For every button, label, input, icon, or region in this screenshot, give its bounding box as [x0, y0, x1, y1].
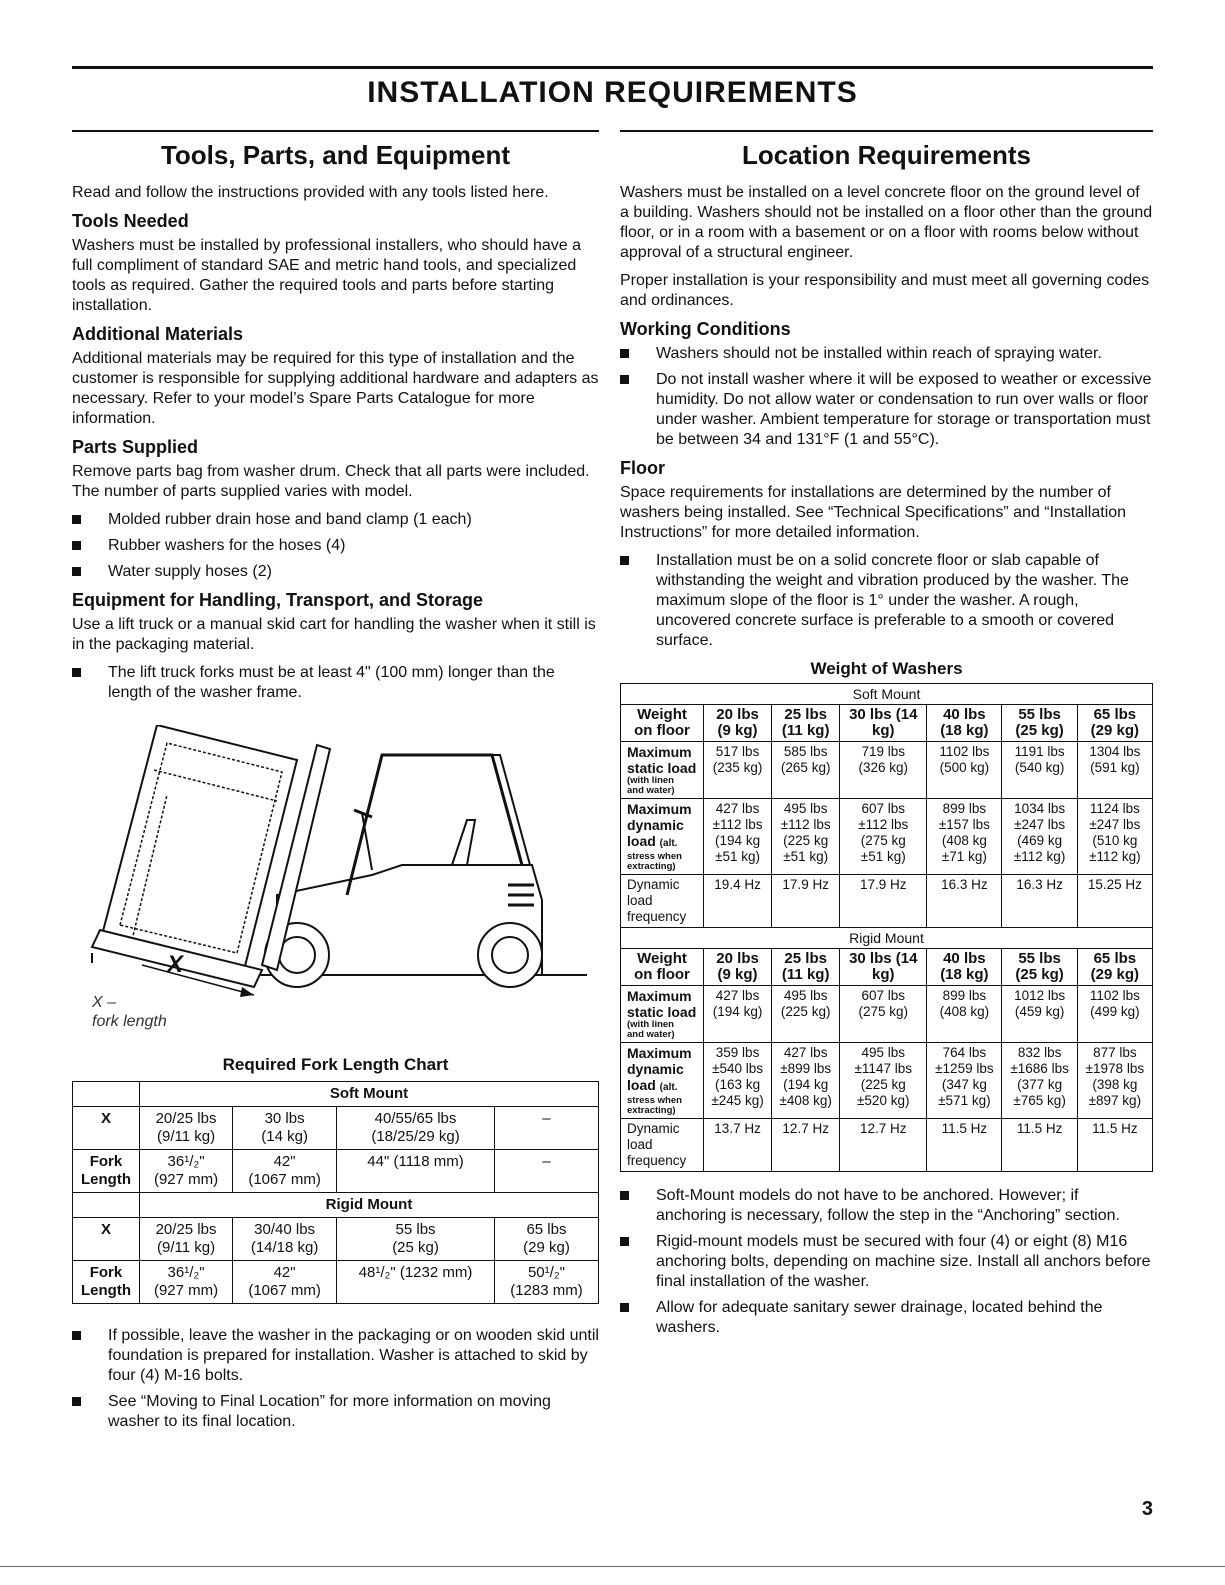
right-column: [620, 130, 1153, 1346]
table-row: [621, 684, 1153, 705]
table-cell: 16.3 Hz: [1002, 875, 1077, 928]
table-cell: 585 lbs (265 kg): [772, 742, 840, 799]
column-header: 20 lbs (9 kg): [704, 949, 772, 986]
column-rule: [620, 130, 1153, 132]
table-row: [621, 742, 1153, 799]
row-label: X: [73, 1218, 140, 1261]
list-item: Water supply hoses (2): [72, 562, 599, 582]
table-cell: 517 lbs (235 kg): [704, 742, 772, 799]
paragraph: Additional materials may be required for this type of installation and the customer is responsible for supplying additional hardware and adapters as necessary. Refer to your model’s Spare Parts Catalogue for more information.: [72, 350, 599, 427]
row-label: Maximum static load (with linen and water): [621, 742, 704, 799]
column-header: 25 lbs (11 kg): [772, 949, 840, 986]
bullet-list: [72, 663, 599, 703]
page-title: INSTALLATION REQUIREMENTS: [367, 76, 858, 109]
list-item: If possible, leave the washer in the packaging or on wooden skid until foundation is prepared for installation. Washer is attached to skid by four (4) M-16 bolts.: [72, 1326, 599, 1386]
table-cell: [73, 1082, 140, 1107]
table-row: [621, 1119, 1153, 1172]
table-cell: 20/25 lbs (9/11 kg): [140, 1218, 233, 1261]
forklift-drawing: [72, 725, 599, 1025]
paragraph: Use a lift truck or a manual skid cart for handling the washer when it still is in the packaging material.: [72, 616, 596, 653]
column-header: 40 lbs (18 kg): [927, 949, 1002, 986]
table-cell: –: [494, 1150, 598, 1193]
table-cell: 19.4 Hz: [704, 875, 772, 928]
column-header: 40 lbs (18 kg): [927, 705, 1002, 742]
table-row: [621, 1043, 1153, 1119]
subheading: Tools Needed: [72, 211, 189, 231]
table-row: [73, 1082, 599, 1107]
bullet-list: [620, 344, 1153, 450]
table-row: [621, 705, 1153, 742]
weight-table: [620, 683, 1153, 1172]
table-cell: 50¹/₂" (1283 mm): [494, 1261, 598, 1304]
intro-text: Read and follow the instructions provided with any tools listed here.: [72, 184, 549, 201]
subheading: Equipment for Handling, Transport, and Storage: [72, 590, 484, 610]
soft-mount-header: Soft Mount: [140, 1082, 599, 1107]
list-item: The lift truck forks must be at least 4" (100 mm) longer than the length of the washer frame.: [72, 663, 599, 703]
row-label: X: [73, 1107, 140, 1150]
table-row: [621, 875, 1153, 928]
table-cell: 1124 lbs ±247 lbs (510 kg ±112 kg): [1077, 799, 1152, 875]
table-cell: 1102 lbs (500 kg): [927, 742, 1002, 799]
table-cell: 30/40 lbs (14/18 kg): [233, 1218, 337, 1261]
table-cell: 12.7 Hz: [772, 1119, 840, 1172]
table-cell: 65 lbs (29 kg): [494, 1218, 598, 1261]
soft-mount-header: Soft Mount: [621, 684, 1153, 705]
paragraph: Remove parts bag from washer drum. Check that all parts were included. The number of parts supplied varies with model.: [72, 463, 590, 500]
table-cell: 359 lbs ±540 lbs (163 kg ±245 kg): [704, 1043, 772, 1119]
paragraph: Space requirements for installations are determined by the number of washers being installed. See “Technical Specifications” and “Installation Instructions” for more detailed information.: [620, 484, 1127, 541]
table-cell: 11.5 Hz: [1002, 1119, 1077, 1172]
table-cell: 899 lbs (408 kg): [927, 986, 1002, 1043]
subheading: Parts Supplied: [72, 437, 199, 457]
subheading: Additional Materials: [72, 324, 244, 344]
list-item: Do not install washer where it will be exposed to weather or excessive humidity. Do not allow water or condensation to run over walls or floor under washer. Ambient temperature for storage or transportation must be between 34 and 131°F (1 and 55°C).: [620, 370, 1153, 450]
table-row: [621, 928, 1153, 949]
table-cell: 15.25 Hz: [1077, 875, 1152, 928]
fork-length-caption: [92, 993, 167, 1031]
table-cell: 20/25 lbs (9/11 kg): [140, 1107, 233, 1150]
column-header: 20 lbs (9 kg): [704, 705, 772, 742]
table-cell: 16.3 Hz: [927, 875, 1002, 928]
left-column: [72, 130, 599, 1440]
paragraph: Washers must be installed on a level concrete floor on the ground level of a building. Washers should not be installed on a floor other than the ground floor, or in a room with a basement or on a floor with rooms below without approval of a structural engineer.: [620, 184, 1153, 261]
table-cell: 17.9 Hz: [840, 875, 927, 928]
table-cell: 30 lbs (14 kg): [233, 1107, 337, 1150]
subheading: Working Conditions: [620, 319, 791, 339]
row-label: Dynamic load frequency: [621, 875, 704, 928]
list-item: Molded rubber drain hose and band clamp (1 each): [72, 510, 599, 530]
column-header: 55 lbs (25 kg): [1002, 705, 1077, 742]
section-heading: Tools, Parts, and Equipment: [160, 140, 511, 170]
table-cell: 44" (1118 mm): [337, 1150, 495, 1193]
table-cell: 17.9 Hz: [772, 875, 840, 928]
table-cell: 1034 lbs ±247 lbs (469 kg ±112 kg): [1002, 799, 1077, 875]
table-row: [73, 1107, 599, 1150]
list-item: Soft-Mount models do not have to be anchored. However; if anchoring is necessary, follow the step in the “Anchoring” section.: [620, 1186, 1153, 1226]
section-heading: Location Requirements: [742, 140, 1031, 170]
page-number: 3: [1141, 1498, 1153, 1520]
row-label: Fork Length: [73, 1150, 140, 1193]
table-cell: 607 lbs (275 kg): [840, 986, 927, 1043]
table-cell: 11.5 Hz: [1077, 1119, 1152, 1172]
bullet-list: [72, 1326, 599, 1432]
table-cell: [73, 1193, 140, 1218]
table-cell: 832 lbs ±1686 lbs (377 kg ±765 kg): [1002, 1043, 1077, 1119]
table-cell: 427 lbs (194 kg): [704, 986, 772, 1043]
column-header: 25 lbs (11 kg): [772, 705, 840, 742]
list-item: Washers should not be installed within reach of spraying water.: [620, 344, 1153, 364]
table-row: [73, 1193, 599, 1218]
table-row: [73, 1150, 599, 1193]
list-item: See “Moving to Final Location” for more information on moving washer to its final location.: [72, 1392, 599, 1432]
bullet-list: [620, 551, 1153, 651]
column-header: 30 lbs (14 kg): [840, 705, 927, 742]
row-label: Maximum dynamic load (alt. stress when extracting): [621, 1043, 704, 1119]
list-item: Rigid-mount models must be secured with four (4) or eight (8) M16 anchoring bolts, depending on machine size. Install all anchors before final installation of the washer.: [620, 1232, 1153, 1292]
table-cell: 427 lbs ±112 lbs (194 kg ±51 kg): [704, 799, 772, 875]
row-label: Weight on floor: [621, 705, 704, 742]
row-label: Maximum static load (with linen and water): [621, 986, 704, 1043]
subheading: Floor: [620, 458, 665, 478]
row-label: Weight on floor: [621, 949, 704, 986]
table-cell: 12.7 Hz: [840, 1119, 927, 1172]
row-label: Maximum dynamic load (alt. stress when extracting): [621, 799, 704, 875]
table-cell: 1012 lbs (459 kg): [1002, 986, 1077, 1043]
table-row: [621, 986, 1153, 1043]
table-cell: 13.7 Hz: [704, 1119, 772, 1172]
table-cell: 607 lbs ±112 lbs (275 kg ±51 kg): [840, 799, 927, 875]
table-cell: 495 lbs (225 kg): [772, 986, 840, 1043]
table-cell: 42" (1067 mm): [233, 1150, 337, 1193]
table-cell: 877 lbs ±1978 lbs (398 kg ±897 kg): [1077, 1043, 1152, 1119]
table-cell: 427 lbs ±899 lbs (194 kg ±408 kg): [772, 1043, 840, 1119]
rigid-mount-header: Rigid Mount: [140, 1193, 599, 1218]
table-row: [621, 949, 1153, 986]
table-cell: 719 lbs (326 kg): [840, 742, 927, 799]
rigid-mount-header: Rigid Mount: [621, 928, 1153, 949]
column-header: 65 lbs (29 kg): [1077, 949, 1152, 986]
list-item: Allow for adequate sanitary sewer drainage, located behind the washers.: [620, 1298, 1153, 1338]
list-item: Installation must be on a solid concrete floor or slab capable of withstanding the weight and vibration produced by the washer. The maximum slope of the floor is 1° under the washer. A rough, uncovered concrete surface is preferable to a smooth or covered surface.: [620, 551, 1153, 651]
table-row: [73, 1261, 599, 1304]
paragraph: Proper installation is your responsibility and must meet all governing codes and ordinances.: [620, 272, 1150, 309]
caption-line: X –: [92, 994, 117, 1011]
table-cell: 48¹/₂" (1232 mm): [337, 1261, 495, 1304]
table-cell: 899 lbs ±157 lbs (408 kg ±71 kg): [927, 799, 1002, 875]
dimension-mark: X: [167, 951, 184, 978]
bottom-rule: [0, 1566, 1225, 1567]
row-label: Dynamic load frequency: [621, 1119, 704, 1172]
table-row: [73, 1218, 599, 1261]
table-cell: 495 lbs ±112 lbs (225 kg ±51 kg): [772, 799, 840, 875]
column-header: 30 lbs (14 kg): [840, 949, 927, 986]
table-cell: 55 lbs (25 kg): [337, 1218, 495, 1261]
forklift-illustration: [72, 725, 599, 1045]
row-label: Fork Length: [73, 1261, 140, 1304]
table-cell: 42" (1067 mm): [233, 1261, 337, 1304]
table-cell: 36¹/₂" (927 mm): [140, 1261, 233, 1304]
table-cell: 11.5 Hz: [927, 1119, 1002, 1172]
caption-line: fork length: [92, 1013, 167, 1030]
column-header: 55 lbs (25 kg): [1002, 949, 1077, 986]
paragraph: Washers must be installed by professional installers, who should have a full compliment of standard SAE and metric hand tools, and specialized tools as required. Gather the required tools and parts before starting installation.: [72, 237, 581, 314]
table-cell: 1191 lbs (540 kg): [1002, 742, 1077, 799]
column-header: 65 lbs (29 kg): [1077, 705, 1152, 742]
table-cell: 36¹/₂" (927 mm): [140, 1150, 233, 1193]
table-cell: 1304 lbs (591 kg): [1077, 742, 1152, 799]
bullet-list: [620, 1186, 1153, 1338]
title-rule: [72, 66, 1153, 69]
table-row: [621, 799, 1153, 875]
fork-length-table: [72, 1081, 599, 1304]
weight-table-title: Weight of Washers: [810, 659, 963, 678]
table-cell: 495 lbs ±1147 lbs (225 kg ±520 kg): [840, 1043, 927, 1119]
table-cell: 764 lbs ±1259 lbs (347 kg ±571 kg): [927, 1043, 1002, 1119]
fork-chart-title: Required Fork Length Chart: [222, 1055, 449, 1074]
bullet-list: [72, 510, 599, 582]
table-cell: 1102 lbs (499 kg): [1077, 986, 1152, 1043]
column-rule: [72, 130, 599, 132]
table-cell: –: [494, 1107, 598, 1150]
list-item: Rubber washers for the hoses (4): [72, 536, 599, 556]
table-cell: 40/55/65 lbs (18/25/29 kg): [337, 1107, 495, 1150]
